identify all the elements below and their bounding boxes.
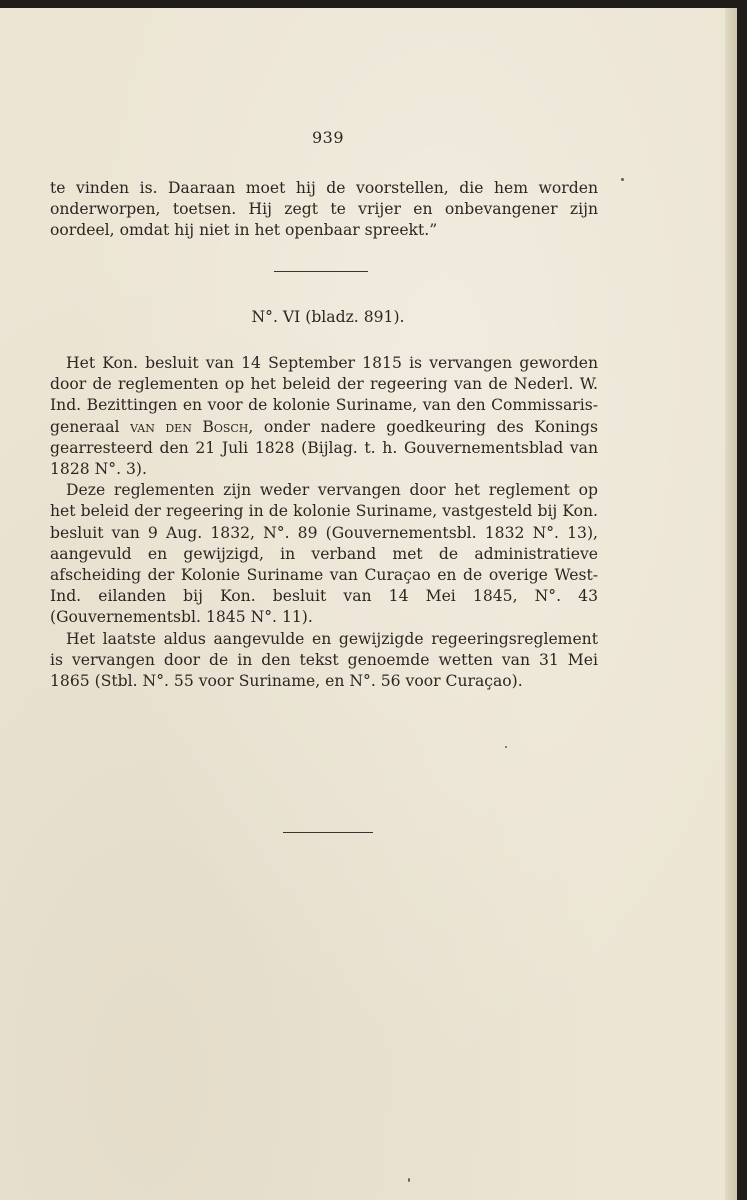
paper-speck [621, 178, 624, 181]
person-name: van den Bosch [130, 417, 249, 436]
end-divider [283, 832, 373, 833]
paragraph-1-start: Het Kon. besluit van 14 September 1815 is vervangen geworden door de reglementen op het beleid der regeering van de Nederl. W. Ind. Bezittingen en voor de kolonie Suriname, van den Commissaris-generaal [50, 354, 598, 436]
paper-speck [505, 746, 507, 748]
paragraph-1 [50, 353, 598, 480]
paragraph-1-end: , onder nadere goedkeuring des Konings gearresteerd den 21 Juli 1828 (Bijlag. t. h. Gouvernementsblad van 1828 N°. 3). [50, 417, 598, 479]
intro-text-block [50, 178, 598, 242]
paragraph-2: Deze reglementen zijn weder vervangen door het reglement op het beleid der regeering in de kolonie Suriname, vastgesteld bij Kon. besluit van 9 Aug. 1832, N°. 89 (Gouvernementsbl. 1832 N°. 13), aangevuld en gewijzigd, in verband met de administratieve afscheiding der Kolonie Suriname van Curaçao en de overige West-Ind. eilanden bij Kon. besluit van 14 Mei 1845, N°. 43 (Gouvernementsbl. 1845 N°. 11). [50, 481, 598, 627]
intro-paragraph: te vinden is. Daaraan moet hij de voorstellen, die hem worden onderworpen, toetsen. Hij zegt te vrijer en onbevangener zijn oordeel, omdat hij niet in het openbaar spreekt.” [50, 179, 598, 240]
page-edge [725, 8, 737, 1200]
paragraph-3: Het laatste aldus aangevulde en gewijzigde regeeringsreglement is vervangen door de in den tekst genoemde wetten van 31 Mei 1865 (Stbl. N°. 55 voor Suriname, en N°. 56 voor Curaçao). [50, 629, 598, 691]
section-divider [274, 271, 368, 272]
paper-speck [408, 1178, 410, 1182]
page-number: 939 [311, 128, 345, 147]
main-text-block [50, 353, 598, 692]
book-page [0, 8, 737, 1200]
section-heading: N°. VI (bladz. 891). [251, 308, 405, 326]
